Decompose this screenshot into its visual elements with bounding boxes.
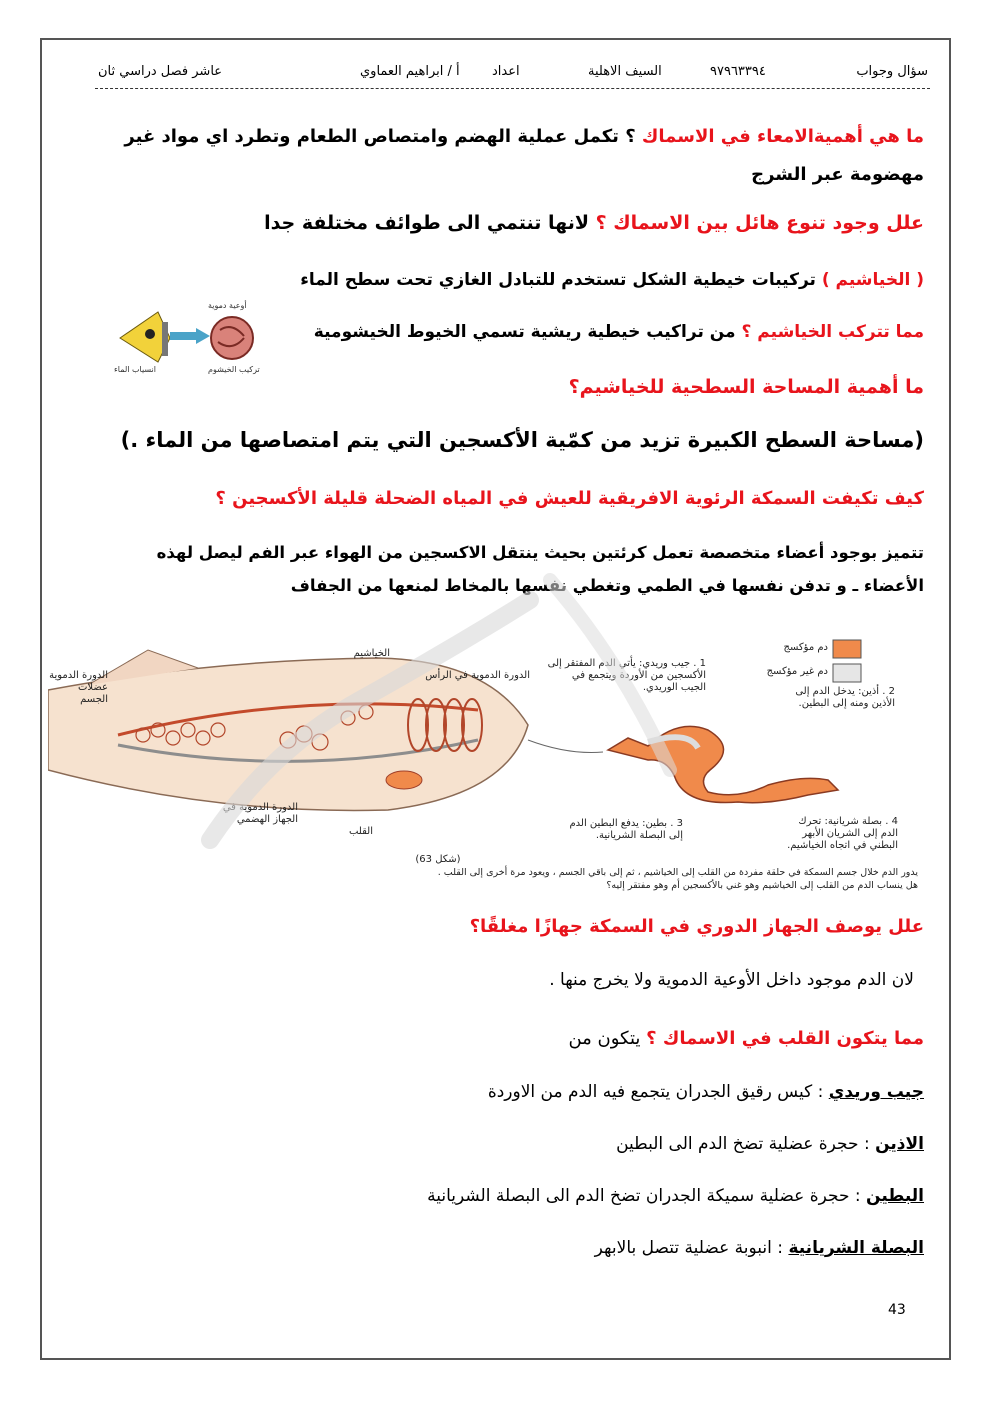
header-phone: ٩٧٩٦٣٣٩٤ xyxy=(710,64,766,79)
part-sep: : xyxy=(812,1082,829,1102)
part-term: البصلة الشريانية xyxy=(788,1238,924,1258)
q4-line xyxy=(314,322,924,342)
header-left: عاشر فصل دراسي ثان xyxy=(98,64,223,79)
step-4-bulbus-arteriosus: 4 . بصلة شريانية: تحرك الدم إلى الشريان الأبهر البطني في اتجاه الخياشيم. xyxy=(787,816,898,851)
q6-answer-l2: الأعضاء ـ و تدفن نفسها في الطمي وتغطي نفسها بالمخاط لمنعها من الجفاف xyxy=(290,576,924,595)
figure-caption-line1: يدور الدم خلال جسم السمكة في حلقة مفردة من القلب إلى الخياشيم ، ثم إلى باقي الجسم ، ويعود مرة أخرى إلى القلب . xyxy=(437,867,918,878)
label-head-circulation: الدورة الدموية في الرأس xyxy=(425,670,530,681)
legend-oxygenated-swatch xyxy=(833,640,861,658)
q8-answer: يتكون من xyxy=(568,1028,647,1049)
q7-answer: لان الدم موجود داخل الأوعية الدموية ولا يخرج منها . xyxy=(549,970,914,990)
label-digestive-circulation: الدورة الدموية في الجهاز الهضمي xyxy=(222,802,298,825)
part-sep: : xyxy=(849,1186,867,1206)
q8-question: مما يتكون القلب في الاسماك ؟ xyxy=(646,1028,924,1049)
page-number: 43 xyxy=(888,1302,906,1318)
figure-caption-title: (شكل 63) xyxy=(415,854,461,865)
q5-answer: (مساحة السطح الكبيرة تزيد من كمّية الأكسجين التي يتم امتصاصها من الماء .) xyxy=(120,428,924,452)
q8-line xyxy=(568,1028,924,1049)
q7-question: علل يوصف الجهاز الدوري في السمكة جهازًا مغلقًا؟ xyxy=(469,916,924,937)
figure-caption-line2: هل ينساب الدم من القلب إلى الخياشيم وهو غني بالأكسجين أم وهو مفتقر إليه؟ xyxy=(606,880,918,891)
part-def: حجرة عضلية تضخ الدم الى البطين xyxy=(616,1134,859,1154)
q5-question: ما أهمية المساحة السطحية للخياشيم؟ xyxy=(568,376,924,398)
part-term: جيب وريدي xyxy=(828,1082,924,1102)
q2-line xyxy=(264,212,924,234)
legend-oxygenated: دم مؤكسج xyxy=(783,642,828,653)
step-1-sinus-venosus: 1 . جيب وريدي: يأتي الدم المفتقر إلى الأكسجين من الأوردة ويتجمع في الجيب الوريدي. xyxy=(547,658,706,693)
q3-term: ( الخياشيم ) xyxy=(821,270,924,290)
part-def: كيس رقيق الجدران يتجمع فيه الدم من الاوردة xyxy=(487,1082,813,1102)
label-gills: الخياشيم xyxy=(353,648,390,659)
step-3-ventricle: 3 . بطين: يدفع البطين الدم إلى البصلة الشريانية. xyxy=(569,818,683,841)
gill-label-vessels: أوعية دموية xyxy=(208,301,247,310)
gill-label-structure: تركيب الخيشوم xyxy=(208,365,260,374)
header-divider xyxy=(95,88,930,89)
part-term: الاذين xyxy=(875,1134,924,1154)
header-school: السيف الاهلية xyxy=(588,64,662,79)
part-sinus-venosus xyxy=(488,1082,924,1102)
legend-deoxygenated-swatch xyxy=(833,664,861,682)
part-def: انبوبة عضلية تتصل بالابهر xyxy=(594,1238,772,1258)
part-def: حجرة عضلية سميكة الجدران تضخ الدم الى البصلة الشريانية xyxy=(427,1186,850,1206)
q1-question: ما هي أهميةالامعاء في الاسماك xyxy=(641,126,924,147)
header-prepared: اعداد xyxy=(492,64,520,79)
q4-answer: من تراكيب خيطية ريشية تسمي الخيوط الخيشومية xyxy=(313,322,742,342)
q1-line1 xyxy=(124,126,924,147)
q6-question: كيف تكيفت السمكة الرئوية الافريقية للعيش في المياه الضحلة قليلة الأكسجين ؟ xyxy=(215,488,924,509)
gill-label-water: انسياب الماء xyxy=(114,365,156,374)
q1-answer-l2: مهضومة عبر الشرج xyxy=(751,164,924,185)
part-ventricle xyxy=(427,1186,924,1206)
part-sep: : xyxy=(858,1134,876,1154)
q1-mark: ؟ xyxy=(618,126,642,147)
q4-question: مما تتركب الخياشيم ؟ xyxy=(741,322,924,342)
part-term: البطين xyxy=(866,1186,924,1206)
part-bulbus-arteriosus xyxy=(595,1238,924,1258)
q3-definition: تركيبات خيطية الشكل تستخدم للتبادل الغازي تحت سطح الماء xyxy=(300,270,822,290)
q6-answer-l1: تتميز بوجود أعضاء متخصصة تعمل كرئتين بحيث ينتقل الاكسجين من الهواء عبر الفم ليصل لهذه xyxy=(156,543,924,562)
header-author: أ / ابراهيم العماوي xyxy=(360,64,460,79)
step-2-atrium: 2 . أذين: يدخل الدم إلى الأذين ومنه إلى البطين. xyxy=(795,686,895,709)
label-body-circulation: الدورة الدموية عضلات الجسم xyxy=(49,670,108,705)
q2-answer: لانها تنتمي الى طوائف مختلفة جدا xyxy=(264,212,596,234)
gill-structure-image xyxy=(110,298,270,376)
q3-line xyxy=(300,270,924,290)
part-sep: : xyxy=(771,1238,789,1258)
legend-deoxygenated: دم غير مؤكسج xyxy=(766,666,828,677)
q1-answer-l1: تكمل عملية الهضم وامتصاص الطعام وتطرد اي مواد غير xyxy=(124,126,619,147)
circulation-figure xyxy=(48,630,928,898)
label-heart: القلب xyxy=(348,826,373,837)
header-right: سؤال وجواب xyxy=(856,64,928,79)
q2-question: علل وجود تنوع هائل بين الاسماك ؟ xyxy=(595,212,924,234)
part-atrium xyxy=(616,1134,924,1154)
